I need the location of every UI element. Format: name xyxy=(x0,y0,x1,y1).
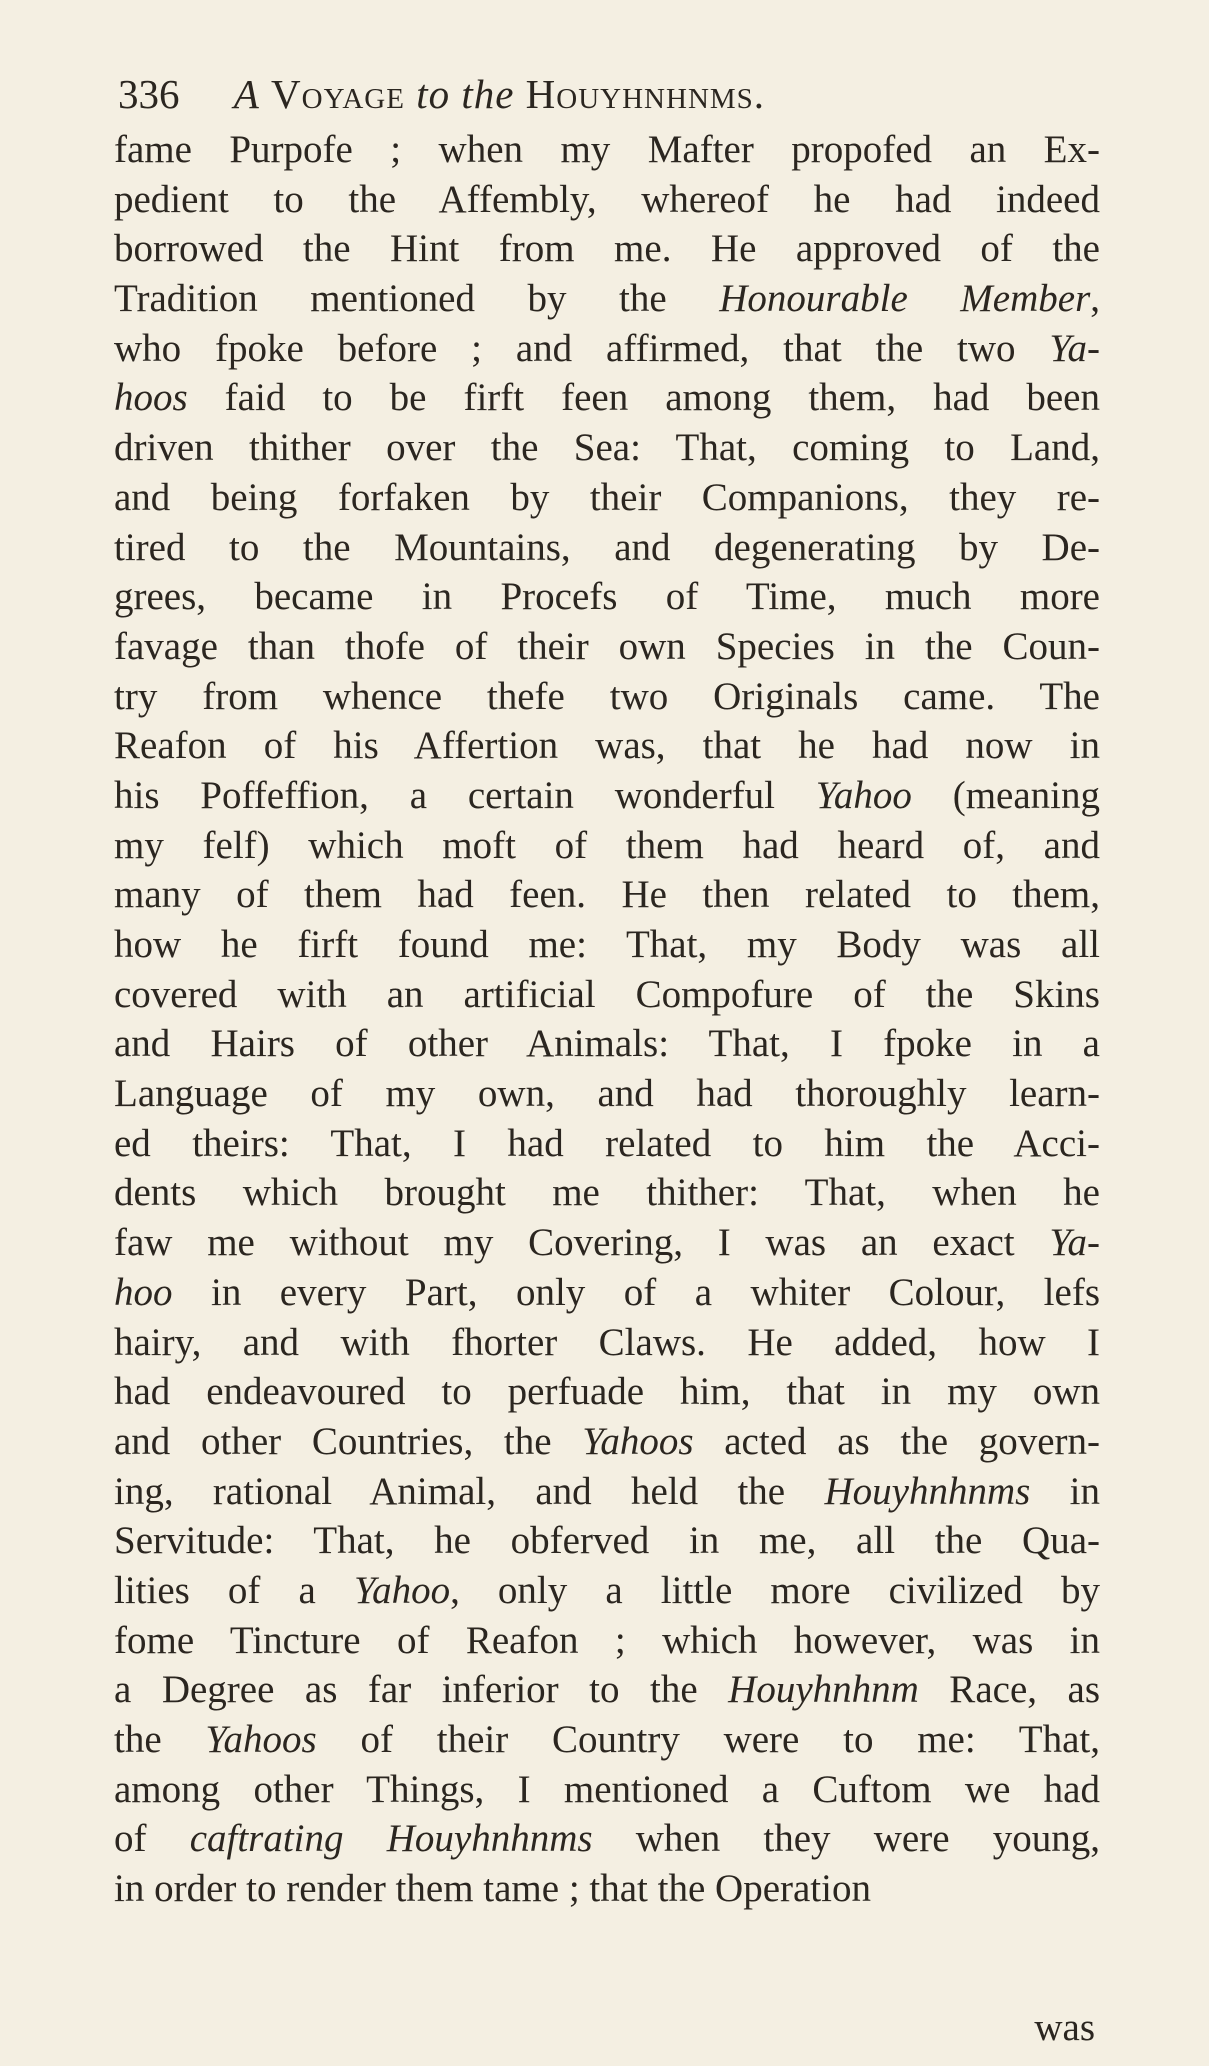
text-line xyxy=(114,423,1100,473)
text-line xyxy=(114,771,1100,821)
text-segment: Reafon of his Affertion was, that he had now in xyxy=(114,724,1100,768)
text-segment: and Hairs of other Animals: That, I fpoke in a xyxy=(114,1022,1100,1066)
text-segment: of xyxy=(114,1817,190,1861)
text-line xyxy=(114,324,1100,374)
italic-segment: hoo xyxy=(114,1270,173,1314)
title-article: A xyxy=(233,71,260,117)
italic-segment: Houyhnhnm xyxy=(728,1668,919,1712)
title-voyage: Voyage xyxy=(271,71,405,117)
text-segment: of their Country were to me: That, xyxy=(316,1718,1100,1761)
text-line xyxy=(114,1168,1100,1218)
text-segment: , only a little more civilized by xyxy=(450,1568,1100,1612)
text-segment: , xyxy=(1090,277,1100,321)
text-line xyxy=(114,572,1100,622)
text-line xyxy=(114,125,1100,175)
text-segment: how he firft found me: That, my Body was all xyxy=(114,923,1100,966)
text-segment: the xyxy=(114,1718,206,1761)
text-segment: who fpoke before ; and affirmed, that the two xyxy=(114,326,1050,370)
text-segment: pedient to the Affembly, whereof he had indeed xyxy=(114,177,1100,221)
text-segment: had endeavoured to perfuade him, that in my own xyxy=(114,1370,1100,1414)
italic-segment: Ya- xyxy=(1049,326,1100,370)
italic-segment: hoos xyxy=(114,376,188,420)
text-line xyxy=(114,920,1100,970)
text-line xyxy=(114,622,1100,672)
text-segment: driven thither over the Sea: That, coming to Land, xyxy=(114,426,1100,470)
text-line xyxy=(114,1367,1100,1417)
text-line xyxy=(114,224,1100,274)
text-line xyxy=(114,821,1100,871)
running-header xyxy=(118,66,1098,122)
body-text xyxy=(114,125,1100,1914)
text-segment: many of them had feen. He then related to them, xyxy=(114,873,1100,917)
text-segment: ing, rational Animal, and held the xyxy=(114,1469,825,1513)
text-line xyxy=(114,1417,1100,1467)
text-segment: and other Countries, the xyxy=(114,1419,583,1463)
text-segment: favage than thofe of their own Species in the Coun- xyxy=(114,624,1100,668)
text-segment: tired to the Mountains, and degenerating by De- xyxy=(114,525,1100,569)
text-line xyxy=(114,523,1100,573)
text-segment: Tradition mentioned by the xyxy=(114,277,720,321)
text-segment: Race, as xyxy=(918,1668,1100,1712)
text-line xyxy=(114,1119,1100,1169)
text-segment: when they were young, xyxy=(592,1817,1100,1861)
text-segment: Servitude: That, he obferved in me, all the Qua- xyxy=(114,1519,1100,1563)
text-line xyxy=(114,1864,1100,1914)
italic-segment: Yahoo xyxy=(815,773,912,817)
text-segment: Language of my own, and had thoroughly learn- xyxy=(114,1072,1100,1116)
text-segment: try from whence thefe two Originals came. The xyxy=(114,674,1100,718)
title-to-the: to the xyxy=(416,71,515,117)
text-segment: lities of a xyxy=(114,1568,354,1612)
italic-segment: Yahoo xyxy=(353,1568,451,1612)
text-line xyxy=(114,1467,1100,1517)
italic-segment: Honourable Member xyxy=(719,277,1091,321)
text-line xyxy=(114,1069,1100,1119)
text-segment: among other Things, I mentioned a Cuftom we had xyxy=(114,1767,1100,1811)
text-segment: fame Purpofe ; when my Mafter propofed an Ex- xyxy=(114,128,1100,171)
text-segment: dents which brought me thither: That, when he xyxy=(114,1171,1100,1215)
text-line xyxy=(114,970,1100,1020)
text-line xyxy=(114,1268,1100,1318)
text-line xyxy=(114,1019,1100,1069)
italic-segment: Houyhnhnms xyxy=(824,1469,1031,1513)
text-line xyxy=(114,1715,1100,1765)
text-line xyxy=(114,721,1100,771)
text-segment: in order to render them tame ; that the Operation xyxy=(114,1867,871,1911)
catchword: was xyxy=(1034,2006,1095,2049)
title-houyhnhnms: Houyhnhnms. xyxy=(525,71,766,117)
italic-segment: Yahoos xyxy=(582,1419,694,1463)
italic-segment: Yahoos xyxy=(205,1718,317,1761)
text-segment: faid to be firft feen among them, had been xyxy=(187,376,1100,420)
text-segment: acted as the govern- xyxy=(693,1419,1100,1463)
text-line xyxy=(114,1814,1100,1864)
text-segment: hairy, and with fhorter Claws. He added, how I xyxy=(114,1320,1100,1364)
page-number: 336 xyxy=(118,71,180,117)
text-line xyxy=(114,672,1100,722)
text-segment: covered with an artificial Compofure of the Skins xyxy=(114,972,1100,1016)
text-line xyxy=(114,1665,1100,1715)
running-title xyxy=(234,66,765,122)
text-segment: fome Tincture of Reafon ; which however, was in xyxy=(114,1618,1100,1662)
text-line xyxy=(114,1765,1100,1815)
text-line xyxy=(114,1566,1100,1616)
text-segment: borrowed the Hint from me. He approved of the xyxy=(114,227,1100,271)
text-line xyxy=(114,175,1100,225)
text-segment: faw me without my Covering, I was an exact xyxy=(114,1221,1050,1265)
text-line xyxy=(114,274,1100,324)
text-line xyxy=(114,1516,1100,1566)
text-segment: his Poffeffion, a certain wonderful xyxy=(114,773,816,817)
text-segment: grees, became in Procefs of Time, much more xyxy=(114,575,1100,619)
text-segment: (meaning xyxy=(911,773,1100,817)
italic-segment: caftrating Houyhnhnms xyxy=(189,1817,593,1861)
text-line xyxy=(114,870,1100,920)
text-segment: ed theirs: That, I had related to him the Acci- xyxy=(114,1121,1100,1165)
text-segment: and being forfaken by their Companions, they re- xyxy=(114,475,1100,519)
text-segment: a Degree as far inferior to the xyxy=(114,1668,729,1712)
text-line xyxy=(114,1616,1100,1666)
text-segment: in xyxy=(1030,1469,1100,1513)
text-segment: in every Part, only of a whiter Colour, lefs xyxy=(172,1270,1100,1314)
italic-segment: Ya- xyxy=(1049,1221,1100,1265)
text-line xyxy=(114,473,1100,523)
text-line xyxy=(114,1218,1100,1268)
text-line xyxy=(114,373,1100,423)
text-line xyxy=(114,1318,1100,1368)
text-segment: my felf) which moft of them had heard of, and xyxy=(114,823,1100,867)
